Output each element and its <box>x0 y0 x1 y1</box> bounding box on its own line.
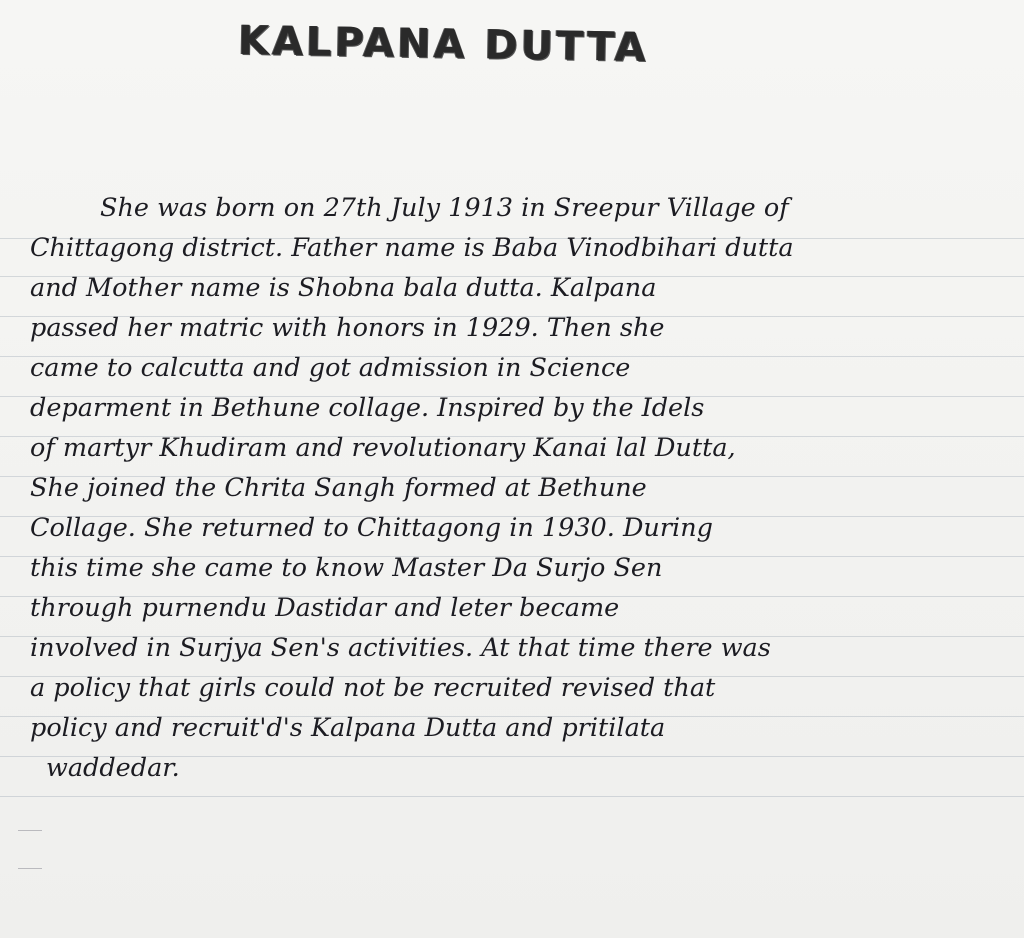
text-line: She was born on 27th July 1913 in Sreepur Village of <box>100 193 789 223</box>
text-line: deparment in Bethune collage. Inspired by the Idels <box>30 393 705 423</box>
margin-tick <box>18 868 42 869</box>
text-line: came to calcutta and got admission in Science <box>30 353 631 383</box>
margin-tick <box>18 830 42 831</box>
text-line: a policy that girls could not be recruited revised that <box>30 673 716 703</box>
text-line: She joined the Chrita Sangh formed at Bethune <box>30 473 647 503</box>
text-line: of martyr Khudiram and revolutionary Kanai lal Dutta, <box>30 433 736 463</box>
text-line: and Mother name is Shobna bala dutta. Kalpana <box>30 273 657 303</box>
text-line: Collage. She returned to Chittagong in 1930. During <box>30 513 713 543</box>
text-line: this time she came to know Master Da Surjo Sen <box>30 553 663 583</box>
page-title: KALPANA DUTTA <box>237 17 649 72</box>
text-line: Chittagong district. Father name is Baba Vinodbihari dutta <box>30 233 794 263</box>
text-line: passed her matric with honors in 1929. Then she <box>30 313 665 343</box>
ruled-line <box>0 796 1024 797</box>
text-line: involved in Surjya Sen's activities. At that time there was <box>30 633 771 663</box>
text-line: policy and recruit'd's Kalpana Dutta and pritilata <box>30 713 666 743</box>
text-line: through purnendu Dastidar and leter became <box>30 593 620 623</box>
text-line: waddedar. <box>46 753 180 783</box>
